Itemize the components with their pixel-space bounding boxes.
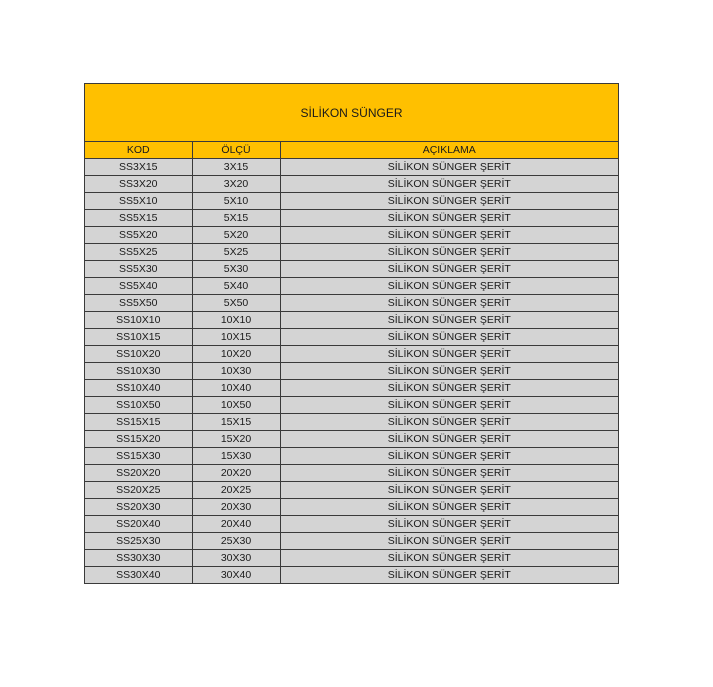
cell-olcu: 30X40 [192,567,280,584]
cell-aciklama: SİLİKON SÜNGER ŞERİT [280,397,618,414]
cell-olcu: 15X15 [192,414,280,431]
cell-kod: SS10X20 [85,346,192,363]
cell-olcu: 3X20 [192,176,280,193]
column-header-olcu: ÖLÇÜ [192,142,280,159]
cell-kod: SS5X15 [85,210,192,227]
cell-olcu: 3X15 [192,159,280,176]
cell-kod: SS15X20 [85,431,192,448]
cell-olcu: 15X30 [192,448,280,465]
cell-kod: SS15X15 [85,414,192,431]
cell-olcu: 5X15 [192,210,280,227]
cell-olcu: 5X25 [192,244,280,261]
table-row [85,380,618,397]
table-row [85,210,618,227]
cell-aciklama: SİLİKON SÜNGER ŞERİT [280,295,618,312]
cell-kod: SS5X25 [85,244,192,261]
cell-olcu: 20X40 [192,516,280,533]
cell-aciklama: SİLİKON SÜNGER ŞERİT [280,380,618,397]
cell-aciklama: SİLİKON SÜNGER ŞERİT [280,516,618,533]
cell-aciklama: SİLİKON SÜNGER ŞERİT [280,312,618,329]
cell-aciklama: SİLİKON SÜNGER ŞERİT [280,176,618,193]
cell-olcu: 10X30 [192,363,280,380]
cell-olcu: 10X50 [192,397,280,414]
cell-kod: SS10X15 [85,329,192,346]
table-row [85,533,618,550]
cell-kod: SS20X30 [85,499,192,516]
cell-olcu: 20X20 [192,465,280,482]
table-row [85,363,618,380]
cell-aciklama: SİLİKON SÜNGER ŞERİT [280,244,618,261]
table-row [85,244,618,261]
cell-kod: SS3X20 [85,176,192,193]
cell-aciklama: SİLİKON SÜNGER ŞERİT [280,210,618,227]
cell-aciklama: SİLİKON SÜNGER ŞERİT [280,431,618,448]
cell-olcu: 10X20 [192,346,280,363]
cell-kod: SS10X50 [85,397,192,414]
table-row [85,414,618,431]
cell-aciklama: SİLİKON SÜNGER ŞERİT [280,261,618,278]
cell-olcu: 20X30 [192,499,280,516]
table-header-row [85,142,618,159]
table-row [85,312,618,329]
cell-kod: SS20X25 [85,482,192,499]
table-row [85,465,618,482]
table-row [85,295,618,312]
cell-kod: SS5X50 [85,295,192,312]
cell-kod: SS20X20 [85,465,192,482]
sheet-title-text: SİLİKON SÜNGER [300,105,403,120]
cell-olcu: 20X25 [192,482,280,499]
cell-kod: SS5X10 [85,193,192,210]
table-row [85,397,618,414]
table-row [85,567,618,584]
table-row [85,261,618,278]
table-row [85,329,618,346]
table-row [85,431,618,448]
cell-olcu: 5X30 [192,261,280,278]
cell-olcu: 10X40 [192,380,280,397]
cell-aciklama: SİLİKON SÜNGER ŞERİT [280,278,618,295]
cell-aciklama: SİLİKON SÜNGER ŞERİT [280,499,618,516]
cell-aciklama: SİLİKON SÜNGER ŞERİT [280,363,618,380]
cell-olcu: 5X10 [192,193,280,210]
table-body [85,159,618,584]
cell-kod: SS10X40 [85,380,192,397]
table-row [85,448,618,465]
cell-aciklama: SİLİKON SÜNGER ŞERİT [280,567,618,584]
table-row [85,227,618,244]
cell-aciklama: SİLİKON SÜNGER ŞERİT [280,533,618,550]
cell-kod: SS30X40 [85,567,192,584]
product-table [85,142,618,583]
cell-kod: SS10X10 [85,312,192,329]
table-row [85,278,618,295]
product-sheet [84,83,619,584]
cell-kod: SS15X30 [85,448,192,465]
cell-aciklama: SİLİKON SÜNGER ŞERİT [280,414,618,431]
cell-kod: SS30X30 [85,550,192,567]
cell-aciklama: SİLİKON SÜNGER ŞERİT [280,465,618,482]
cell-aciklama: SİLİKON SÜNGER ŞERİT [280,159,618,176]
cell-olcu: 30X30 [192,550,280,567]
cell-olcu: 15X20 [192,431,280,448]
table-row [85,482,618,499]
cell-kod: SS5X30 [85,261,192,278]
cell-aciklama: SİLİKON SÜNGER ŞERİT [280,227,618,244]
column-header-aciklama: AÇIKLAMA [280,142,618,159]
cell-aciklama: SİLİKON SÜNGER ŞERİT [280,346,618,363]
table-row [85,499,618,516]
cell-kod: SS25X30 [85,533,192,550]
cell-kod: SS3X15 [85,159,192,176]
cell-kod: SS20X40 [85,516,192,533]
cell-olcu: 5X50 [192,295,280,312]
cell-aciklama: SİLİKON SÜNGER ŞERİT [280,448,618,465]
cell-olcu: 10X10 [192,312,280,329]
table-row [85,516,618,533]
cell-olcu: 25X30 [192,533,280,550]
cell-olcu: 10X15 [192,329,280,346]
table-row [85,346,618,363]
cell-kod: SS5X20 [85,227,192,244]
table-row [85,159,618,176]
cell-aciklama: SİLİKON SÜNGER ŞERİT [280,482,618,499]
cell-aciklama: SİLİKON SÜNGER ŞERİT [280,193,618,210]
cell-aciklama: SİLİKON SÜNGER ŞERİT [280,329,618,346]
table-row [85,176,618,193]
column-header-kod: KOD [85,142,192,159]
cell-olcu: 5X20 [192,227,280,244]
sheet-title [85,84,618,142]
cell-aciklama: SİLİKON SÜNGER ŞERİT [280,550,618,567]
table-row [85,193,618,210]
cell-kod: SS5X40 [85,278,192,295]
table-row [85,550,618,567]
cell-olcu: 5X40 [192,278,280,295]
cell-kod: SS10X30 [85,363,192,380]
